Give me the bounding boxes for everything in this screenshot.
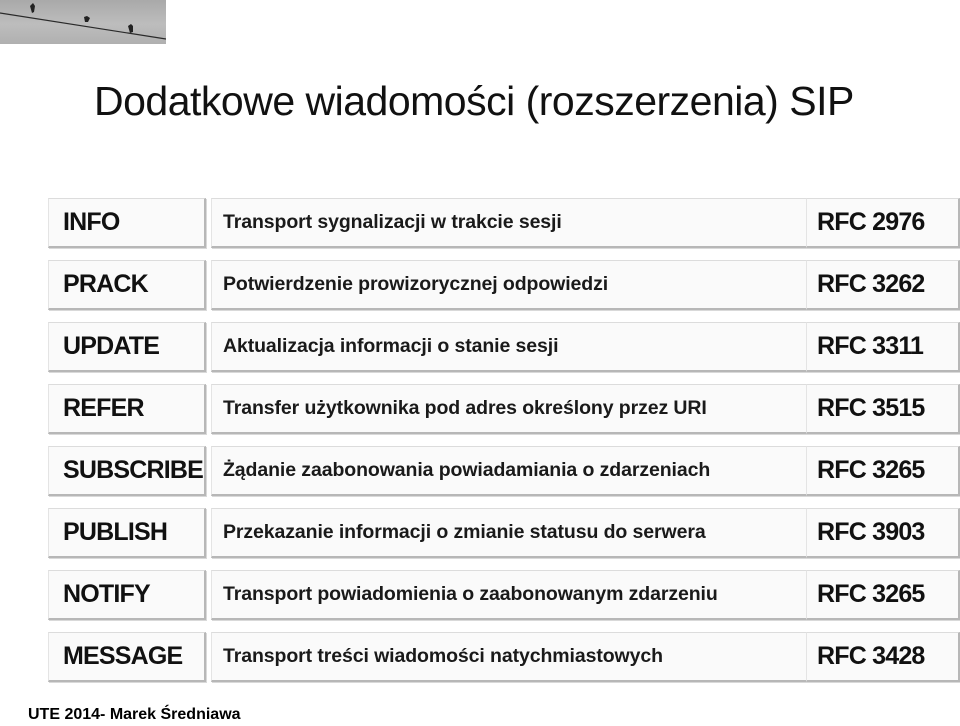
rfc-cell: RFC 3265 [806,570,960,620]
rfc-cell: RFC 3265 [806,446,960,496]
method-cell: REFER [48,384,206,434]
method-cell: INFO [48,198,206,248]
description-cell: Przekazanie informacji o zmianie statusu do serwera [211,508,843,558]
table-row [48,378,960,440]
rfc-cell: RFC 3428 [806,632,960,682]
header-photo [0,0,166,44]
bird-icon [128,24,133,33]
table-row [48,502,960,564]
description-cell: Żądanie zaabonowania powiadamiania o zdarzeniach [211,446,843,496]
description-cell: Transfer użytkownika pod adres określony przez URI [211,384,843,434]
bird-icon [84,16,90,22]
rfc-cell: RFC 3311 [806,322,960,372]
slide-title: Dodatkowe wiadomości (rozszerzenia) SIP [94,78,854,124]
method-cell: PRACK [48,260,206,310]
description-cell: Aktualizacja informacji o stanie sesji [211,322,843,372]
table-row [48,254,960,316]
method-cell: SUBSCRIBE [48,446,206,496]
description-cell: Potwierdzenie prowizorycznej odpowiedzi [211,260,843,310]
method-cell: MESSAGE [48,632,206,682]
bird-icon [30,3,35,13]
description-cell: Transport powiadomienia o zaabonowanym zdarzeniu [211,570,843,620]
method-cell: UPDATE [48,322,206,372]
wire-line [0,13,166,39]
sip-methods-table [48,192,960,688]
table-row [48,564,960,626]
method-cell: PUBLISH [48,508,206,558]
table-row [48,316,960,378]
table-row [48,192,960,254]
rfc-cell: RFC 3262 [806,260,960,310]
description-cell: Transport sygnalizacji w trakcie sesji [211,198,843,248]
rfc-cell: RFC 3515 [806,384,960,434]
table-row [48,626,960,688]
rfc-cell: RFC 2976 [806,198,960,248]
description-cell: Transport treści wiadomości natychmiastowych [211,632,843,682]
rfc-cell: RFC 3903 [806,508,960,558]
method-cell: NOTIFY [48,570,206,620]
slide-footer: UTE 2014- Marek Średniawa [28,706,241,723]
table-row [48,440,960,502]
